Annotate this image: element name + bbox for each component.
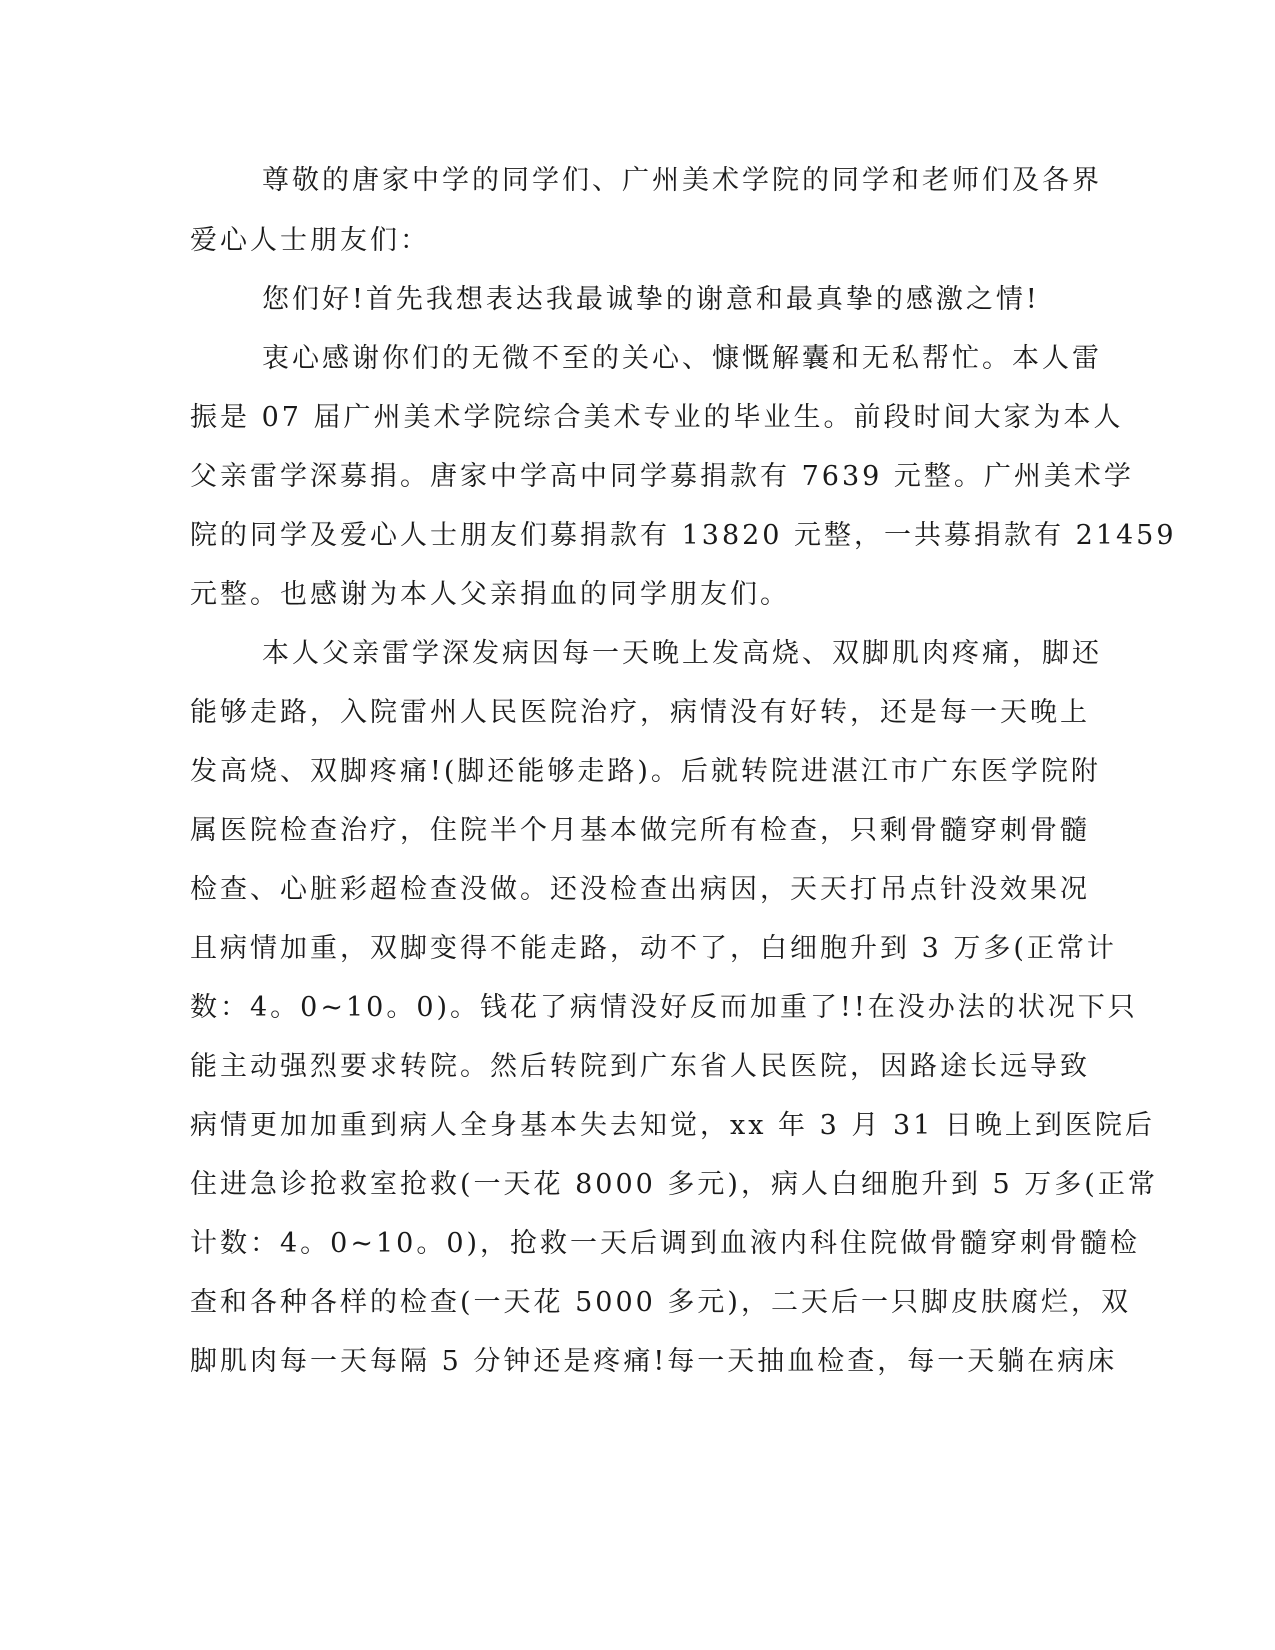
text-line: 属医院检查治疗，住院半个月基本做完所有检查，只剩骨髓穿刺骨髓 xyxy=(190,815,1090,846)
text-line: 脚肌肉每一天每隔 5 分钟还是疼痛!每一天抽血检查，每一天躺在病床 xyxy=(190,1346,1118,1377)
text-line: 查和各种各样的检查(一天花 5000 多元)，二天后一只脚皮肤腐烂，双 xyxy=(190,1287,1131,1318)
text-line: 父亲雷学深募捐。唐家中学高中同学募捐款有 7639 元整。广州美术学 xyxy=(190,461,1134,492)
text-line: 院的同学及爱心人士朋友们募捐款有 13820 元整，一共募捐款有 21459 xyxy=(190,520,1177,551)
text-line: 能主动强烈要求转院。然后转院到广东省人民医院，因路途长远导致 xyxy=(190,1051,1090,1082)
text-line: 计数：4。0~10。0)，抢救一天后调到血液内科住院做骨髓穿刺骨髓检 xyxy=(190,1228,1141,1259)
text-line: 尊敬的唐家中学的同学们、广州美术学院的同学和老师们及各界 xyxy=(262,165,1102,196)
text-line: 振是 07 届广州美术学院综合美术专业的毕业生。前段时间大家为本人 xyxy=(190,402,1124,433)
text-line: 爱心人士朋友们： xyxy=(190,225,430,256)
text-line: 您们好!首先我想表达我最诚挚的谢意和最真挚的感激之情! xyxy=(262,284,1040,315)
text-line: 能够走路，入院雷州人民医院治疗，病情没有好转，还是每一天晚上 xyxy=(190,697,1090,728)
text-line: 元整。也感谢为本人父亲捐血的同学朋友们。 xyxy=(190,579,790,610)
text-line: 病情更加加重到病人全身基本失去知觉，xx 年 3 月 31 日晚上到医院后 xyxy=(190,1110,1155,1141)
text-line: 本人父亲雷学深发病因每一天晚上发高烧、双脚肌肉疼痛，脚还 xyxy=(262,638,1102,669)
text-line: 衷心感谢你们的无微不至的关心、慷慨解囊和无私帮忙。本人雷 xyxy=(262,343,1102,374)
text-line: 检查、心脏彩超检查没做。还没检查出病因，天天打吊点针没效果况 xyxy=(190,874,1090,905)
text-line: 数：4。0~10。0)。钱花了病情没好反而加重了!!在没办法的状况下只 xyxy=(190,992,1138,1023)
text-line: 且病情加重，双脚变得不能走路，动不了，白细胞升到 3 万多(正常计 xyxy=(190,933,1117,964)
text-line: 住进急诊抢救室抢救(一天花 8000 多元)，病人白细胞升到 5 万多(正常 xyxy=(190,1169,1158,1200)
text-line: 发高烧、双脚疼痛!(脚还能够走路)。后就转院进湛江市广东医学院附 xyxy=(190,756,1101,787)
